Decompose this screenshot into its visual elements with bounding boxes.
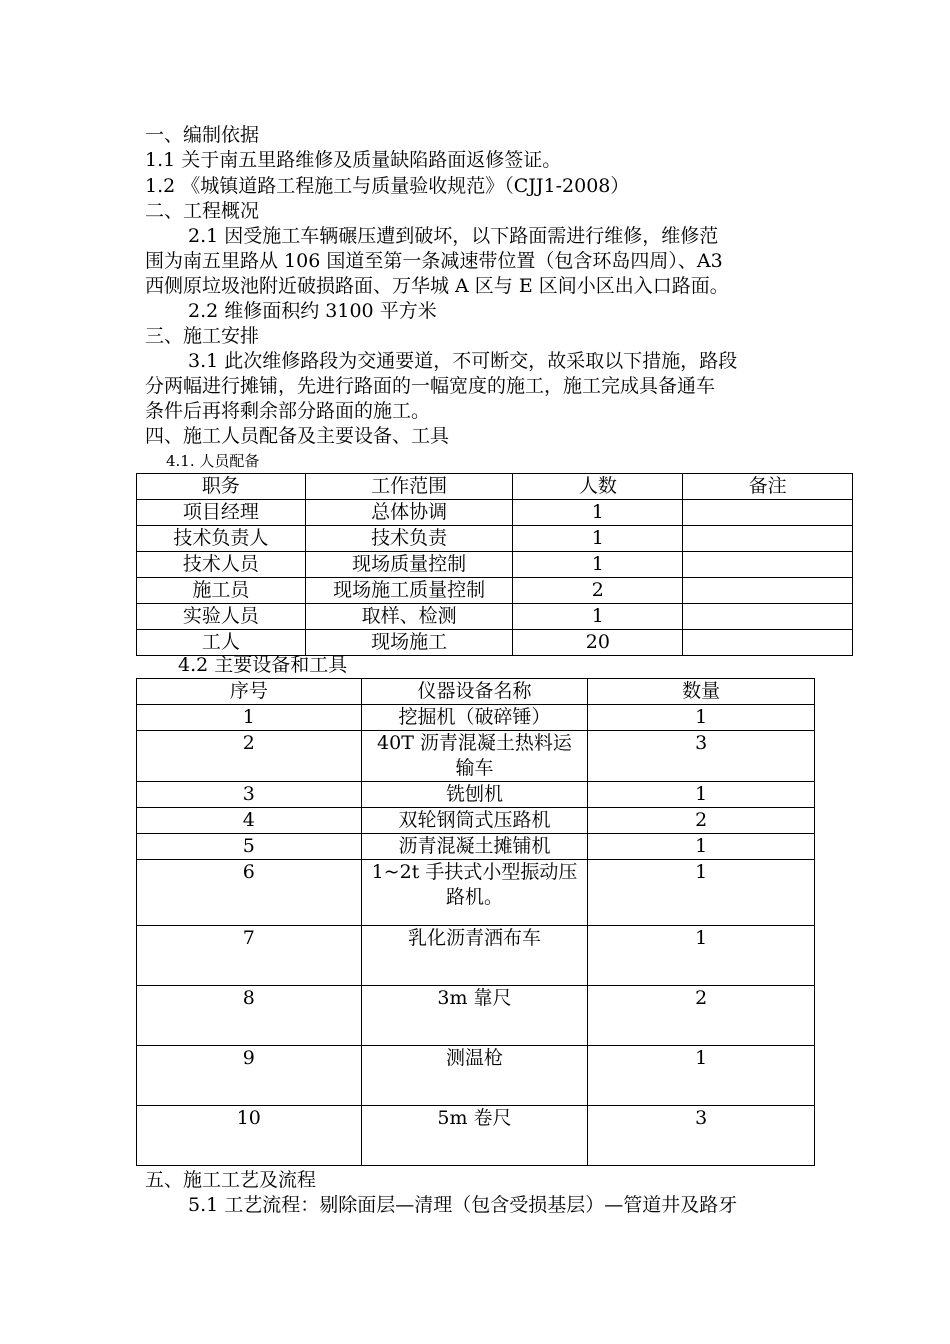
table-cell: 挖掘机（破碎锤） xyxy=(361,705,588,731)
table-cell: 5m 卷尺 xyxy=(361,1106,588,1166)
table-cell: 3 xyxy=(137,782,362,808)
table-row xyxy=(137,604,853,630)
header-cell: 序号 xyxy=(137,679,362,705)
table-cell xyxy=(683,526,853,552)
table-row xyxy=(137,834,815,860)
table-cell xyxy=(683,630,853,656)
table-cell: 现场施工质量控制 xyxy=(305,578,513,604)
section-2-heading: 二、工程概况 xyxy=(145,200,260,222)
table-cell: 2 xyxy=(588,986,815,1046)
table-cell: 4 xyxy=(137,808,362,834)
table-cell: 技术负责 xyxy=(305,526,513,552)
table-cell: 3 xyxy=(588,1106,815,1166)
table-cell: 测温枪 xyxy=(361,1046,588,1106)
table-cell: 9 xyxy=(137,1046,362,1106)
table-cell xyxy=(683,604,853,630)
table-row xyxy=(137,986,815,1046)
table-cell: 1 xyxy=(513,552,683,578)
header-cell: 备注 xyxy=(683,474,853,500)
header-cell: 工作范围 xyxy=(305,474,513,500)
table-cell: 沥青混凝土摊铺机 xyxy=(361,834,588,860)
equipment-table xyxy=(136,678,815,1166)
table-cell: 工人 xyxy=(137,630,306,656)
table-cell: 8 xyxy=(137,986,362,1046)
table-cell: 1 xyxy=(588,782,815,808)
table-cell: 1 xyxy=(137,705,362,731)
table-row xyxy=(137,526,853,552)
table-cell: 7 xyxy=(137,926,362,986)
arrangement-paragraph-line: 3.1 此次维修路段为交通要道，不可断交，故采取以下措施，路段 xyxy=(188,350,738,372)
section-4-heading: 四、施工人员配备及主要设备、工具 xyxy=(145,425,450,447)
table-cell: 3m 靠尺 xyxy=(361,986,588,1046)
table-cell: 2 xyxy=(513,578,683,604)
header-cell: 仪器设备名称 xyxy=(361,679,588,705)
table-row xyxy=(137,782,815,808)
basis-item-1: 1.1 关于南五里路维修及质量缺陷路面返修签证。 xyxy=(145,149,562,171)
table-cell xyxy=(683,552,853,578)
overview-paragraph-line: 西侧原垃圾池附近破损路面、万华城 A 区与 E 区间小区出入口路面。 xyxy=(145,275,729,297)
table-cell xyxy=(683,500,853,526)
table-row xyxy=(137,1046,815,1106)
table-cell: 2 xyxy=(588,808,815,834)
section-1-heading: 一、编制依据 xyxy=(145,124,260,146)
table-cell: 1 xyxy=(588,705,815,731)
table-row xyxy=(137,860,815,926)
table-header-row xyxy=(137,679,815,705)
table-cell: 6 xyxy=(137,860,362,926)
table-row xyxy=(137,578,853,604)
table-cell: 2 xyxy=(137,731,362,782)
table-cell: 1 xyxy=(513,500,683,526)
header-cell: 人数 xyxy=(513,474,683,500)
staff-subheading: 4.1. 人员配备 xyxy=(166,452,260,470)
overview-paragraph-line: 2.1 因受施工车辆碾压遭到破坏，以下路面需进行维修，维修范 xyxy=(188,225,719,247)
table-cell: 1 xyxy=(513,526,683,552)
table-cell: 现场施工 xyxy=(305,630,513,656)
section-5-heading: 五、施工工艺及流程 xyxy=(145,1169,317,1191)
table-header-row xyxy=(137,474,853,500)
table-cell: 1 xyxy=(588,926,815,986)
header-cell: 数量 xyxy=(588,679,815,705)
table-cell: 取样、检测 xyxy=(305,604,513,630)
arrangement-paragraph-line: 分两幅进行摊铺，先进行路面的一幅宽度的施工，施工完成具备通车 xyxy=(145,375,716,397)
table-cell: 铣刨机 xyxy=(361,782,588,808)
table-cell: 40T 沥青混凝土热料运输车 xyxy=(361,731,588,782)
table-cell: 1~2t 手扶式小型振动压路机。 xyxy=(361,860,588,926)
table-cell: 技术负责人 xyxy=(137,526,306,552)
table-row xyxy=(137,552,853,578)
table-row xyxy=(137,500,853,526)
table-row xyxy=(137,731,815,782)
table-row xyxy=(137,630,853,656)
table-cell: 总体协调 xyxy=(305,500,513,526)
table-row xyxy=(137,1106,815,1166)
overview-paragraph-line: 围为南五里路从 106 国道至第一条减速带位置（包含环岛四周）、A3 xyxy=(145,250,723,272)
section-3-heading: 三、施工安排 xyxy=(145,325,260,347)
process-paragraph: 5.1 工艺流程：剔除面层—清理（包含受损基层）—管道井及路牙 xyxy=(188,1194,738,1216)
table-cell: 3 xyxy=(588,731,815,782)
table-cell: 1 xyxy=(588,834,815,860)
table-cell: 10 xyxy=(137,1106,362,1166)
area-paragraph: 2.2 维修面积约 3100 平方米 xyxy=(188,300,437,322)
table-cell: 实验人员 xyxy=(137,604,306,630)
table-cell: 20 xyxy=(513,630,683,656)
table-row xyxy=(137,808,815,834)
staff-table xyxy=(136,473,853,656)
table-row xyxy=(137,705,815,731)
table-cell: 1 xyxy=(588,1046,815,1106)
table-cell: 技术人员 xyxy=(137,552,306,578)
table-cell: 施工员 xyxy=(137,578,306,604)
table-cell: 1 xyxy=(588,860,815,926)
table-cell: 双轮钢筒式压路机 xyxy=(361,808,588,834)
table-row xyxy=(137,926,815,986)
table-cell: 1 xyxy=(513,604,683,630)
header-cell: 职务 xyxy=(137,474,306,500)
equipment-subheading: 4.2 主要设备和工具 xyxy=(178,654,348,676)
basis-item-2: 1.2 《城镇道路工程施工与质量验收规范》（CJJ1-2008） xyxy=(145,175,630,197)
table-cell: 5 xyxy=(137,834,362,860)
table-cell: 现场质量控制 xyxy=(305,552,513,578)
table-cell: 项目经理 xyxy=(137,500,306,526)
arrangement-paragraph-line: 条件后再将剩余部分路面的施工。 xyxy=(145,400,431,422)
table-cell xyxy=(683,578,853,604)
table-cell: 乳化沥青洒布车 xyxy=(361,926,588,986)
